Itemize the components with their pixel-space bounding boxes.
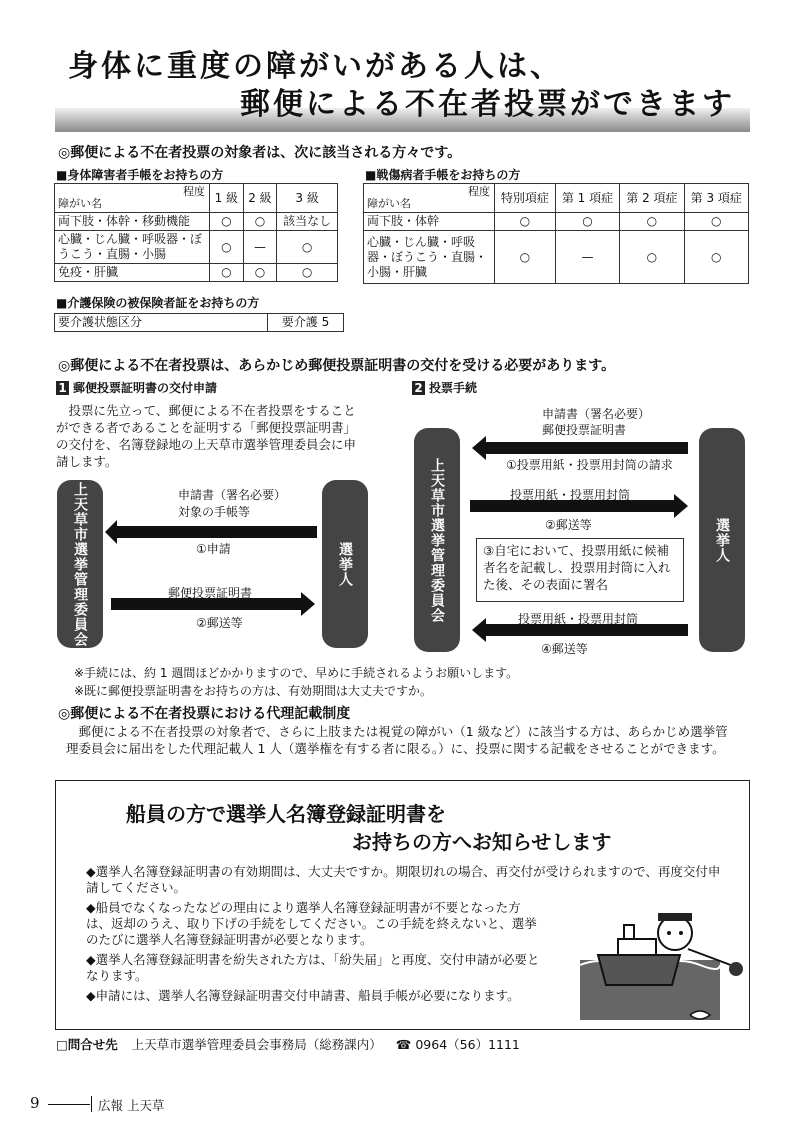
step2-a1-label2: 郵便投票証明書	[542, 423, 627, 437]
table-cell: ○	[210, 264, 244, 282]
table-corner-cell: 程度 障がい名	[364, 184, 495, 213]
notice-item-4: ◆申請には、選挙人名簿登録証明書交付申請書、船員手帳が必要になります。	[86, 988, 520, 1003]
note-1: ※手続には、約 1 週間ほどかかりますので、早めに手続されるようお願いします。	[74, 666, 519, 680]
footer-rule	[48, 1104, 90, 1105]
step2-title: 2 投票手続	[412, 379, 477, 396]
publication-name: 広報 上天草	[98, 1098, 165, 1113]
war-table-label: ■戦傷病者手帳をお持ちの方	[365, 168, 521, 182]
section1-heading: ◎郵便による不在者投票の対象者は、次に該当される方々です。	[58, 145, 462, 161]
step2-a1-label: 申請書（署名必要）	[542, 407, 651, 421]
table-cell: ○	[495, 213, 556, 231]
table-cell: ○	[277, 264, 338, 282]
page-title-line2: 郵便による不在者投票ができます	[240, 87, 735, 122]
step1-arrow2-caption: ②郵送等	[196, 616, 243, 630]
table-cell: —	[243, 231, 277, 264]
voter-pill-step1: 選挙人	[322, 480, 368, 648]
column-header: 第 3 項症	[684, 184, 748, 213]
note-2: ※既に郵便投票証明書をお持ちの方は、有効期間は大丈夫ですか。	[74, 684, 433, 698]
column-header: 3 級	[277, 184, 338, 213]
step2-home-voting-box: ③自宅において、投票用紙に候補者名を記載し、投票用封筒に入れた後、その表面に署名	[476, 538, 684, 602]
table-cell: —	[555, 231, 619, 284]
voter-pill-step2: 選挙人	[699, 428, 745, 652]
row-label: 心臓・じん臓・呼吸器・ぼうこう・直腸・小腸・肝臓	[364, 231, 495, 284]
care-value: 要介護 5	[268, 314, 344, 332]
step2-a2-label: 投票用紙・投票用封筒	[510, 488, 631, 502]
committee-pill-step1: 上天草市選挙管理委員会	[57, 480, 103, 648]
care-insurance-table	[54, 313, 344, 332]
step1-title: 1 郵便投票証明書の交付申請	[56, 379, 217, 396]
war-injury-table	[363, 183, 749, 284]
step2-a3-caption: ④郵送等	[541, 642, 588, 656]
table-cell: 該当なし	[277, 213, 338, 231]
step2-a1-caption: ①投票用紙・投票用封筒の請求	[506, 458, 673, 472]
row-label: 心臓・じん臓・呼吸器・ぼうこう・直腸・小腸	[55, 231, 210, 264]
table-cell: ○	[277, 231, 338, 264]
column-header: 2 級	[243, 184, 277, 213]
step1-description: 投票に先立って、郵便による不在者投票をすることができる者であることを証明する「郵便投票証明書」の交付を、名簿登録地の上天草市選挙管理委員会に申請します。	[56, 403, 357, 469]
contact-tel: 0964（56）1111	[415, 1037, 520, 1052]
notice-item-2: ◆船員でなくなったなどの理由により選挙人名簿登録証明書が不要となった方は、返却のうえ、取り下げの手続をしてください。この手続を終えないと、選挙のたびに選挙人名簿登録証明書が必要となります。	[86, 900, 537, 947]
table-cell: ○	[243, 264, 277, 282]
notice-item-3: ◆選挙人名簿登録証明書を紛失された方は、「紛失届」と再度、交付申請が必要となります。	[86, 952, 540, 983]
physical-disability-table	[54, 183, 338, 282]
table-cell: ○	[495, 231, 556, 284]
physical-table-label: ■身体障害者手帳をお持ちの方	[56, 168, 224, 182]
notice-title-line1: 船員の方で選挙人名簿登録証明書を	[126, 802, 446, 826]
contact-line	[56, 1035, 520, 1053]
table-cell: ○	[620, 213, 684, 231]
row-label: 免疫・肝臓	[55, 264, 210, 282]
step2-number-badge: 2	[412, 381, 425, 395]
table-cell: ○	[620, 231, 684, 284]
page-title-line1: 身体に重度の障がいがある人は、	[68, 49, 563, 84]
care-key: 要介護状態区分	[55, 314, 268, 332]
notice-item-1: ◆選挙人名簿登録証明書の有効期間は、大丈夫ですか。期限切れの場合、再交付が受けられますので、再度交付申請してください。	[86, 864, 721, 895]
phone-icon: ☎	[395, 1037, 412, 1052]
committee-pill-step2: 上天草市選挙管理委員会	[414, 428, 460, 652]
step2-a3-label: 投票用紙・投票用封筒	[518, 612, 639, 626]
sailor-illustration	[560, 905, 745, 1023]
column-header: 第 1 項症	[555, 184, 619, 213]
step1-number-badge: 1	[56, 381, 69, 395]
column-header: 特別項症	[495, 184, 556, 213]
notice-title-line2: お持ちの方へお知らせします	[352, 830, 612, 854]
footer-tick	[91, 1096, 92, 1112]
table-corner-cell: 程度 障がい名	[55, 184, 210, 213]
row-label: 両下肢・体幹・移動機能	[55, 213, 210, 231]
step1-arrow1-caption: ①申請	[196, 542, 231, 556]
contact-label: □問合せ先	[56, 1037, 118, 1052]
section2-heading: ◎郵便による不在者投票は、あらかじめ郵便投票証明書の交付を受ける必要があります。	[58, 358, 616, 374]
care-label: ■介護保険の被保険者証をお持ちの方	[56, 296, 260, 310]
table-cell: ○	[243, 213, 277, 231]
page-number: 9	[30, 1094, 40, 1112]
column-header: 1 級	[210, 184, 244, 213]
step1-arrow1-label: 申請書（署名必要）	[178, 488, 287, 502]
section3-heading: ◎郵便による不在者投票における代理記載制度	[58, 706, 351, 722]
table-cell: ○	[210, 231, 244, 264]
table-cell: ○	[684, 213, 748, 231]
table-cell: ○	[210, 213, 244, 231]
table-cell: ○	[555, 213, 619, 231]
table-cell: ○	[684, 231, 748, 284]
step1-arrow1-label2: 対象の手帳等	[178, 505, 251, 519]
column-header: 第 2 項症	[620, 184, 684, 213]
section3-text: 郵便による不在者投票の対象者で、さらに上肢または視覚の障がい（1 級など）に該当する方は、あらかじめ選挙管理委員会に届出をした代理記載人 1 人（選挙権を有する者に限る。）に、投票に関する記載をさせることができます。	[66, 724, 728, 756]
step1-arrow2-label: 郵便投票証明書	[168, 586, 253, 600]
row-label: 両下肢・体幹	[364, 213, 495, 231]
step2-a2-caption: ②郵送等	[545, 518, 592, 532]
contact-org: 上天草市選挙管理委員会事務局（総務課内）	[131, 1037, 382, 1052]
